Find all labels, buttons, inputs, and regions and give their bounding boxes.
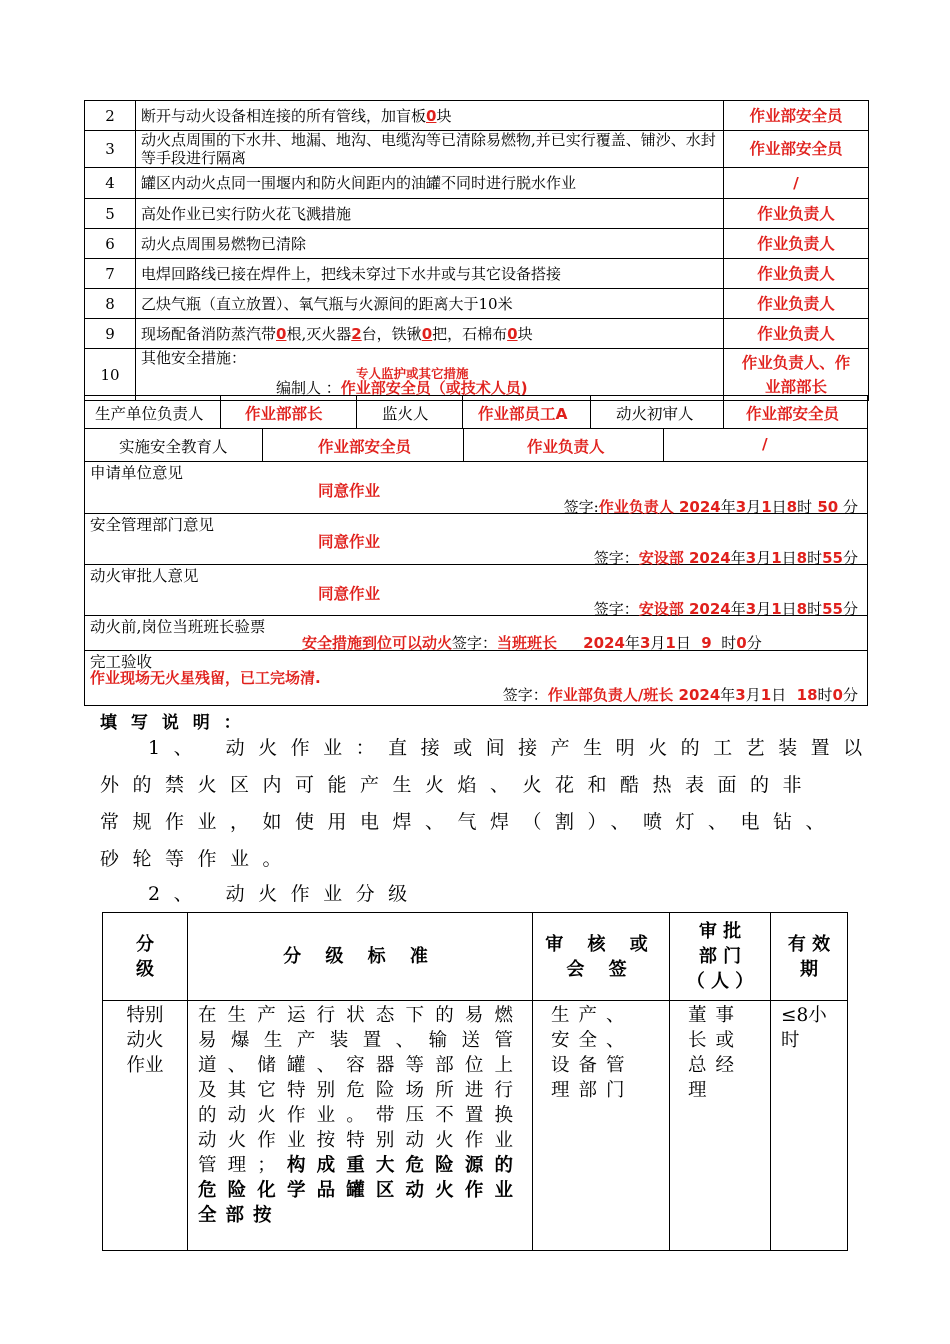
row-number: 3 xyxy=(85,131,136,168)
responsible-person: 作业负责人 xyxy=(724,259,869,289)
grade-header-row xyxy=(103,913,848,1001)
safety-educator-label: 实施安全教育人 xyxy=(119,438,228,456)
safety-dept-opinion: 同意作业 xyxy=(318,533,381,551)
table-row xyxy=(85,131,869,168)
table-row xyxy=(85,349,869,401)
note-2: 2、 动火作业分级 xyxy=(148,883,421,905)
fire-monitor-label: 监火人 xyxy=(382,405,429,423)
note-1-line-4: 砂轮等作业。 xyxy=(100,848,296,870)
fire-monitor-value: 作业部员工A xyxy=(478,405,568,423)
header-approver: 审 批 部 门 （ 人 ） xyxy=(670,913,771,1001)
other-measures-label: 其他安全措施： xyxy=(141,349,247,367)
measure-text: 动火点周围易燃物已清除 xyxy=(136,229,724,259)
grade-review: 生产、安全、设备管理部门 xyxy=(533,1001,670,1251)
header-validity: 有 效 期 xyxy=(771,913,848,1001)
responsible-person: / xyxy=(724,168,869,199)
responsible-person: 作业部安全员 xyxy=(724,101,869,131)
completion-label: 完工验收 xyxy=(90,653,153,671)
measure-text: 断开与动火设备相连接的所有管线，加盲板0块 xyxy=(136,101,724,131)
notes-title: 填 写 说 明 ： xyxy=(100,713,245,733)
grade-validity: ≤8小时 xyxy=(771,1001,848,1251)
header-grade: 分 级 xyxy=(103,913,188,1001)
row-number: 7 xyxy=(85,259,136,289)
table-row xyxy=(85,289,869,319)
header-standard: 分 级 标 准 xyxy=(188,913,533,1001)
responsible-person: 作业负责人 xyxy=(724,289,869,319)
measure-text: 高处作业已实行防火花飞溅措施 xyxy=(136,199,724,229)
approver-opinion-label: 动火审批人意见 xyxy=(90,567,199,585)
safety-educator-value: 作业部安全员 xyxy=(318,438,412,456)
grade-row xyxy=(103,1001,848,1251)
applicant-opinion: 同意作业 xyxy=(318,482,381,500)
applicant-opinion-label: 申请单位意见 xyxy=(90,464,184,482)
unit-head-label: 生产单位负责人 xyxy=(95,405,204,423)
initial-reviewer-value: 作业部安全员 xyxy=(746,405,840,423)
responsible-person: 作业负责人 xyxy=(724,319,869,349)
other-measures-cell xyxy=(136,349,724,401)
measure-text: 现场配备消防蒸汽带0根,灭火器2台，铁锹0把，石棉布0块 xyxy=(136,319,724,349)
compiler-value: 作业部安全员（或技术人员) xyxy=(340,379,528,397)
row-number: 4 xyxy=(85,168,136,199)
table-row xyxy=(85,199,869,229)
fire-work-grade-table xyxy=(102,912,848,1251)
table-row xyxy=(85,101,869,131)
responsible-person: 作业负责人、作 业部部长 xyxy=(724,349,869,401)
unit-head-value: 作业部部长 xyxy=(245,405,323,423)
note-1-line-3: 常规作业，如使用电焊、气焊（割）、喷灯、电钻、 xyxy=(100,811,839,833)
row-number: 9 xyxy=(85,319,136,349)
note-1-line-2: 外的禁火区内可能产生火焰、火花和酷热表面的非 xyxy=(100,774,816,796)
responsible-person: 作业负责人 xyxy=(724,199,869,229)
measure-text: 乙炔气瓶（直立放置）、氧气瓶与火源间的距离大于10米 xyxy=(136,289,724,319)
safety-educator-value-3: / xyxy=(762,435,768,453)
precheck-label: 动火前,岗位当班班长验票 xyxy=(90,618,266,636)
responsible-person: 作业负责人 xyxy=(724,229,869,259)
measure-text: 动火点周围的下水井、地漏、地沟、电缆沟等已清除易燃物,并已实行覆盖、铺沙、水封等手段进行隔离 xyxy=(136,131,724,168)
safety-measures-table xyxy=(84,100,869,401)
grade-approver: 董事长或总经理 xyxy=(670,1001,771,1251)
row-number: 5 xyxy=(85,199,136,229)
measure-text: 电焊回路线已接在焊件上，把线未穿过下水井或与其它设备搭接 xyxy=(136,259,724,289)
table-row xyxy=(85,229,869,259)
completion-signature: 签字：作业部负责人/班长 2024年3月1日 18时0分 xyxy=(502,686,858,704)
row-number: 10 xyxy=(85,349,136,401)
precheck-signature: 安全措施到位可以动火签字：当班班长 2024年3月1日 9 时0分 xyxy=(302,634,762,652)
row-number: 8 xyxy=(85,289,136,319)
applicant-signature: 签字:作业负责人 2024年3月1日8时 50 分 xyxy=(563,498,858,516)
grade-name: 特别动火作业 xyxy=(103,1001,188,1251)
table-row xyxy=(85,259,869,289)
safety-dept-opinion-label: 安全管理部门意见 xyxy=(90,516,215,534)
header-review: 审 核 或 会 签 xyxy=(533,913,670,1001)
initial-reviewer-label: 动火初审人 xyxy=(616,405,694,423)
table-row xyxy=(85,319,869,349)
row-number: 2 xyxy=(85,101,136,131)
safety-dept-signature: 签字：安设部 2024年3月1日8时55分 xyxy=(593,549,858,567)
approver-signature: 签字：安设部 2024年3月1日8时55分 xyxy=(593,600,858,618)
approver-opinion: 同意作业 xyxy=(318,585,381,603)
other-measures-value: 专人监护或其它措施 xyxy=(356,366,469,381)
measure-text: 罐区内动火点同一围堰内和防火间距内的油罐不同时进行脱水作业 xyxy=(136,168,724,199)
safety-educator-value-2: 作业负责人 xyxy=(527,438,605,456)
table-row xyxy=(85,168,869,199)
grade-standard: 在生产运行状态下的易燃易爆生产装置、输送管道、储罐、容器等部位上及其它特别危险场所进行的动火作业。带压不置换动火作业按特别动火作业管理；构成重大危险源的危险化学品罐区动火作业全部按 xyxy=(188,1001,533,1251)
compiler-label: 编制人 ： xyxy=(276,379,341,397)
responsible-person: 作业部安全员 xyxy=(724,131,869,168)
row-number: 6 xyxy=(85,229,136,259)
completion-opinion: 作业现场无火星残留，已工完场清. xyxy=(90,669,321,687)
note-1-line-1: 1、 动火作业：直接或间接产生明火的工艺装置以 xyxy=(148,737,876,759)
